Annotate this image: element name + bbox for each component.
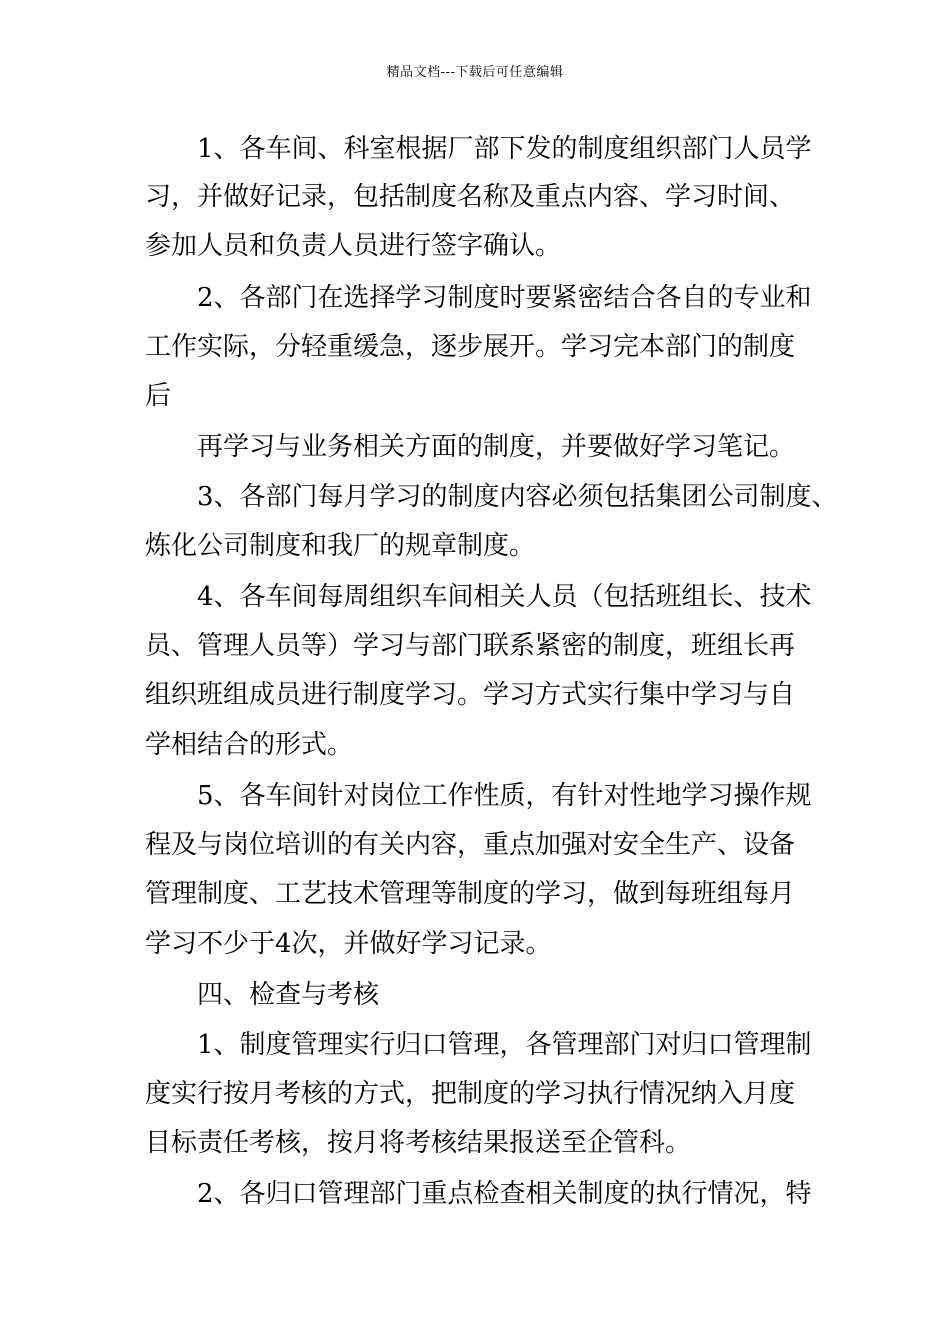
page-header: 精品文档---下载后可任意编辑 [386,65,564,80]
paragraph-line: 学习不少于4次，并做好学习记录。 [145,929,552,959]
paragraph-line: 员、管理人员等）学习与部门联系紧密的制度，班组长再 [145,631,796,661]
paragraph-line: 目标责任考核，按月将考核结果报送至企管科。 [145,1128,692,1158]
paragraph-line: 1、各车间、科室根据厂部下发的制度组织部门人员学 [197,134,812,164]
paragraph-line: 度实行按月考核的方式，把制度的学习执行情况纳入月度 [145,1079,796,1109]
paragraph-line: 5、各车间针对岗位工作性质，有针对性地学习操作规 [197,781,812,811]
paragraph-line: 管理制度、工艺技术管理等制度的学习，做到每班组每月 [145,879,796,909]
paragraph-line: 学相结合的形式。 [145,730,354,760]
paragraph-line: 3、各部门每月学习的制度内容必须包括集团公司制度、 [197,482,838,512]
paragraph-line: 1、制度管理实行归口管理，各管理部门对归口管理制 [197,1030,812,1060]
paragraph-line: 参加人员和负责人员进行签字确认。 [145,231,562,261]
paragraph-line: 工作实际，分轻重缓急，逐步展开。学习完本部门的制度 [145,332,796,362]
paragraph-line: 2、各归口管理部门重点检查相关制度的执行情况，特 [197,1179,812,1209]
section-heading: 四、检查与考核 [197,980,380,1010]
paragraph-line: 炼化公司制度和我厂的规章制度。 [145,531,536,561]
paragraph-line: 4、各车间每周组织车间相关人员（包括班组长、技术 [197,582,812,612]
paragraph-line: 2、各部门在选择学习制度时要紧密结合各自的专业和 [197,283,812,313]
paragraph-line: 后 [145,381,172,411]
paragraph-line: 再学习与业务相关方面的制度，并要做好学习笔记。 [197,432,796,462]
paragraph-line: 组织班组成员进行制度学习。学习方式实行集中学习与自 [145,680,796,710]
paragraph-line: 习，并做好记录，包括制度名称及重点内容、学习时间、 [145,182,796,212]
paragraph-line: 程及与岗位培训的有关内容，重点加强对安全生产、设备 [145,830,796,860]
